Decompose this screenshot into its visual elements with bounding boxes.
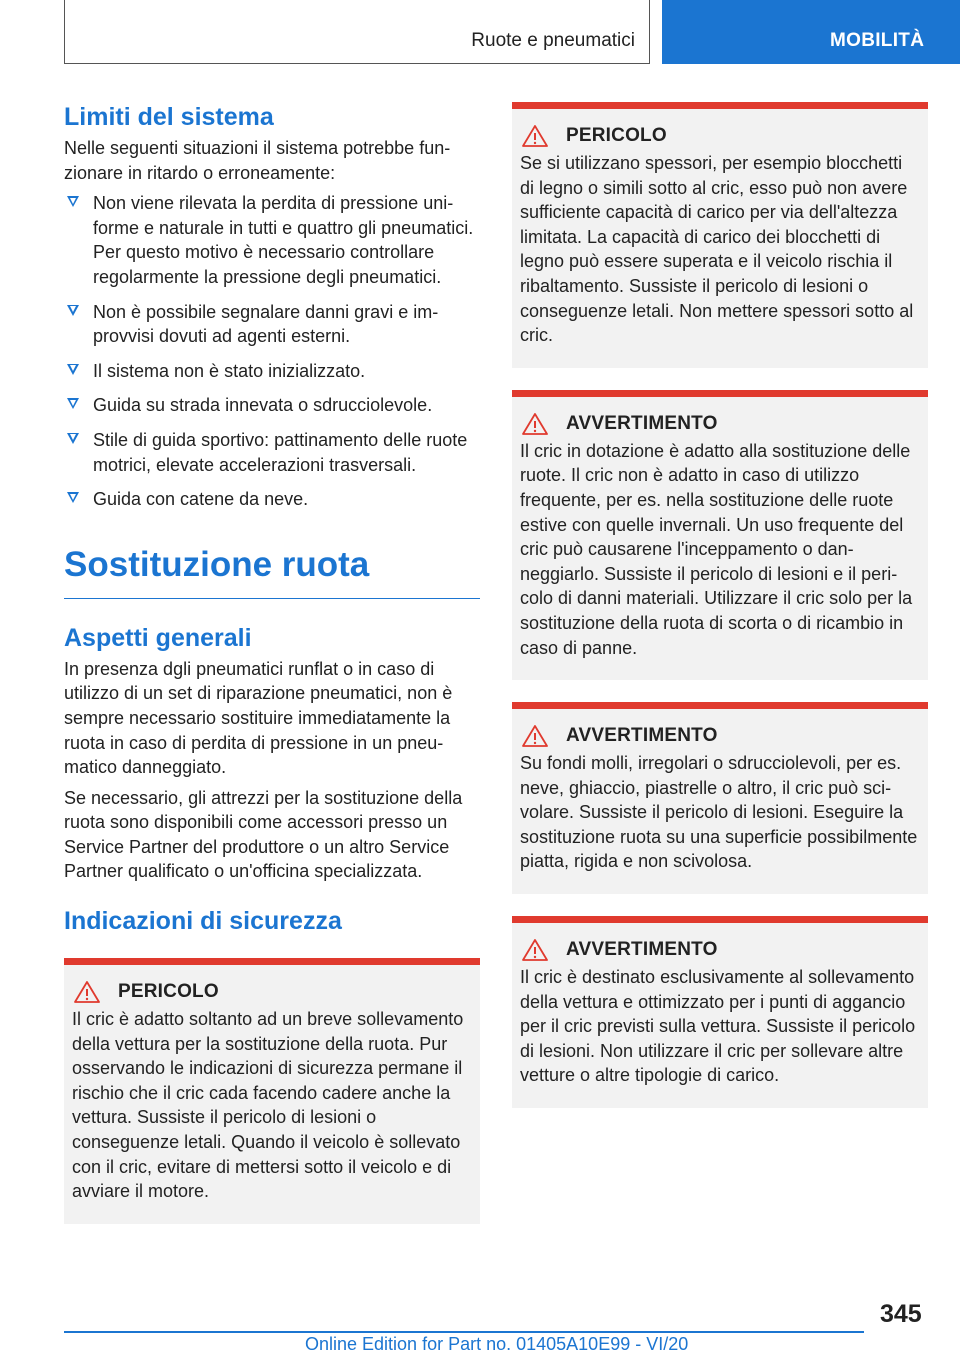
list-item: Non viene rilevata la perdita di pressione uniforme e naturale in tutti e quattro gli pneumatici. Per questo motivo è necessario controllare regolarmente la pressione degli pneumatici. <box>64 191 480 289</box>
triangle-bullet-icon <box>67 364 79 375</box>
danger-box <box>64 958 480 1224</box>
header-chapter-tab <box>662 0 960 64</box>
general-heading: Aspetti generali <box>64 623 252 652</box>
list-item: Stile di guida sportivo: pattinamento delle ruote motrici, elevate accelerazioni trasversali. <box>64 428 480 477</box>
footer-divider <box>64 1331 864 1333</box>
general-paragraph-1: In presenza dgli pneumatici runflat o in caso di utilizzo di un set di riparazione pneumatici, non è sempre necessario sostituire immediatamente la ruota in caso di perdita di pressione in un pneumatico danneggiato. <box>64 658 453 778</box>
wheel-change-heading: Sostituzione ruota <box>64 542 480 599</box>
warning-text: Il cric in dotazione è adatto alla sostituzione delle ruote. Il cric non è adatto in caso di utilizzo frequente, per es. nella sostituzione delle ruote estive con quelle invernali. Un uso frequente del cric può causarene l'inceppamento o danneggiarlo. Sussiste il pericolo di lesioni e il pericolo di danni materiali. Utilizzare il cric solo per la sostituzione della ruota di scorta o di ricambio in caso di panne. <box>520 440 913 658</box>
limits-list <box>64 191 480 512</box>
triangle-bullet-icon <box>67 492 79 503</box>
warning-text: Se si utilizzano spessori, per esempio blocchetti di legno o simili sotto al cric, esso può non avere sufficiente capacità di carico per via dell'altezza limitata. La capacità di carico dei blocchetti di legno può essere superata e il veicolo rischia il ribaltamento. Sussiste il pericolo di lesioni o conseguenze letali. Non mettere spessori sotto al cric. <box>520 153 914 346</box>
warning-title: PERICOLO <box>118 981 219 1003</box>
warning-title: PERICOLO <box>566 125 667 146</box>
warning-triangle-icon <box>74 981 100 1003</box>
triangle-bullet-icon <box>67 196 79 207</box>
page-number: 345 <box>880 1300 922 1328</box>
warning-triangle-icon <box>522 725 548 747</box>
safety-heading: Indicazioni di sicurezza <box>64 907 342 936</box>
warning-header <box>520 939 920 961</box>
header-section-title: Ruote e pneumatici <box>471 30 635 51</box>
triangle-bullet-icon <box>67 305 79 316</box>
edition-footer: Online Edition for Part no. 01405A10E99 - VI/20 <box>305 1334 689 1354</box>
warning-header <box>520 725 920 747</box>
danger-box <box>512 102 928 368</box>
limits-intro: Nelle seguenti situazioni il sistema potrebbe funzionare in ritardo o erroneamente: <box>64 138 451 183</box>
warning-text: Il cric è adatto soltanto ad un breve sollevamento della vettura per la sostituzione della ruota. Pur osservando le indicazioni di sicurezza permane il rischio che il cric cada facendo cadere anche la vettura. Sussiste il pericolo di lesioni o conseguenze letali. Quando il veicolo è sollevato con il cric, evitare di mettersi sotto il veicolo e di avviare il motore. <box>72 1009 464 1202</box>
limits-heading: Limiti del sistema <box>64 103 274 131</box>
list-item: Guida con catene da neve. <box>64 487 480 512</box>
warning-triangle-icon <box>522 413 548 435</box>
list-item: Non è possibile segnalare danni gravi e improvvisi dovuti ad agenti esterni. <box>64 300 480 349</box>
warning-title: AVVERTIMENTO <box>566 939 718 961</box>
warning-title: AVVERTIMENTO <box>566 412 718 434</box>
warning-title: AVVERTIMENTO <box>566 725 718 747</box>
triangle-bullet-icon <box>67 398 79 409</box>
general-paragraph-2: Se necessario, gli attrezzi per la sostituzione della ruota sono disponibili come accessori presso un Service Partner del produttore o un altro Service Partner qualificato o un'officina specializzata. <box>64 787 463 882</box>
header-chapter-title: MOBILITÀ <box>830 30 925 51</box>
left-column <box>64 100 480 1246</box>
warning-header <box>520 125 920 147</box>
page-header <box>0 0 960 66</box>
right-column <box>512 102 928 1130</box>
list-item: Guida su strada innevata o sdrucciolevole. <box>64 393 480 418</box>
warning-triangle-icon <box>522 125 548 147</box>
warning-header <box>72 981 472 1003</box>
warning-triangle-icon <box>522 939 548 961</box>
warning-text: Il cric è destinato esclusivamente al sollevamento della vettura e ottimizzato per i punti di aggancio per il cric previsti sulla vettura. Sussiste il pericolo di lesioni. Non utilizzare il cric per sollevare altre vetture o altre tipologie di carico. <box>520 967 916 1086</box>
triangle-bullet-icon <box>67 433 79 444</box>
caution-box <box>512 390 928 680</box>
caution-box <box>512 916 928 1108</box>
warning-text: Su fondi molli, irregolari o sdrucciolevoli, per es. neve, ghiaccio, piastrelle o altro, il cric può scivolare. Sussiste il pericolo di lesioni. Eseguire la sostituzione ruota su una superficie possibilmente piatta, rigida e non scivolosa. <box>520 753 918 872</box>
warning-header <box>520 413 920 435</box>
header-section-box <box>64 0 650 64</box>
list-item: Il sistema non è stato inizializzato. <box>64 359 480 384</box>
caution-box <box>512 702 928 894</box>
